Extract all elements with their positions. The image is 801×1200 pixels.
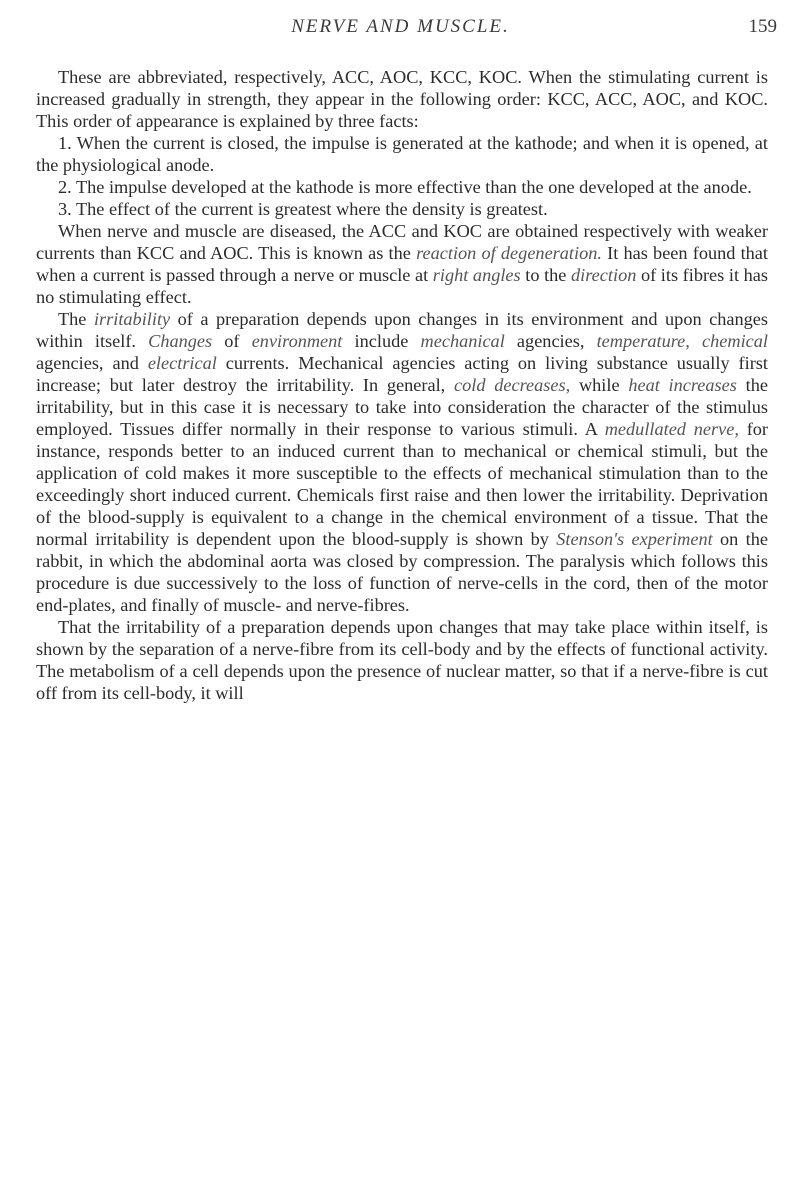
page-header: [0, 16, 801, 46]
text-run: of: [212, 331, 252, 351]
italic-term: right angles: [432, 265, 521, 285]
text-run: while: [570, 375, 629, 395]
text-run: agencies, and: [36, 353, 148, 373]
running-title: NERVE AND MUSCLE.: [291, 16, 510, 37]
italic-term: mechanical: [420, 331, 505, 351]
italic-term: irritability: [93, 309, 171, 329]
text-run: When nerve and muscle are diseased, the ACC and KOC are obtained respectively with weaker currents than KCC and AOC. This is known as the: [36, 221, 768, 263]
text-run: the irritability, but in this case it is necessary to take into consideration the character of the stimulus employed. Tissues differ normally in their response to various stimuli. A: [36, 375, 768, 439]
italic-term: Stenson's experiment: [556, 529, 713, 549]
paragraph-intro: These are abbreviated, respectively, ACC, AOC, KCC, KOC. When the stimulating current is increased gradually in strength, they appear in the following order: KCC, ACC, AOC, and KOC. This order of appearance is explained by three facts:: [36, 67, 768, 131]
italic-term: Changes: [148, 331, 213, 351]
text-run: The: [58, 309, 94, 329]
italic-term: temperature, chemical: [596, 331, 768, 351]
text-run: include: [342, 331, 421, 351]
list-item-2: 2. The impulse developed at the kathode is more effective than the one developed at the anode.: [58, 177, 752, 197]
italic-term: cold decreases,: [454, 375, 571, 395]
italic-term: electrical: [147, 353, 217, 373]
italic-term: medullated nerve,: [604, 419, 739, 439]
italic-term: environment: [251, 331, 343, 351]
text-run: for instance, responds better to an induced current than to mechanical or chemical stimuli, but the application of cold makes it more susceptible to the effects of mechanical stimulation than to the exceedingly short induced current. Chemicals first raise and then lower the irritability. Deprivation of the blood-supply is equivalent to a change in the chemical environment of a tissue. That the normal irritability is dependent upon the blood-supply is shown by: [36, 419, 769, 549]
text-run: It has been found that when a current is passed through a nerve or muscle at: [36, 243, 769, 285]
text-run: of a preparation depends upon changes in its environment and upon changes within itself.: [36, 309, 769, 351]
list-item-3: 3. The effect of the current is greatest where the density is greatest.: [58, 199, 548, 219]
paragraph-degeneration: [36, 220, 768, 308]
text-run: of its fibres it has no stimulating effect.: [36, 265, 769, 307]
list-item-1: 1. When the current is closed, the impulse is generated at the kathode; and when it is opened, at the physiological anode.: [36, 133, 768, 175]
italic-term: reaction of degeneration.: [416, 243, 602, 263]
text-run: currents. Mechanical agencies acting on living substance usually first increase; but later destroy the irritability. In general,: [36, 353, 768, 395]
text-run: agencies,: [504, 331, 597, 351]
text-run: to the: [520, 265, 572, 285]
italic-term: direction: [571, 265, 637, 285]
paragraph-irritability: [36, 308, 768, 616]
text-run: on the rabbit, in which the abdominal aorta was closed by compression. The paralysis which follows this procedure is due successively to the loss of function of nerve-cells in the cord, then of the motor end-plates, and finally of muscle- and nerve-fibres.: [36, 529, 768, 615]
body-text: [36, 66, 768, 704]
italic-term: heat increases: [628, 375, 737, 395]
paragraph-internal-changes: That the irritability of a preparation depends upon changes that may take place within itself, is shown by the separation of a nerve-fibre from its cell-body and by the effects of functional activity. The metabolism of a cell depends upon the presence of nuclear matter, so that if a nerve-fibre is cut off from its cell-body, it will: [36, 617, 768, 703]
page-number: 159: [748, 16, 777, 37]
